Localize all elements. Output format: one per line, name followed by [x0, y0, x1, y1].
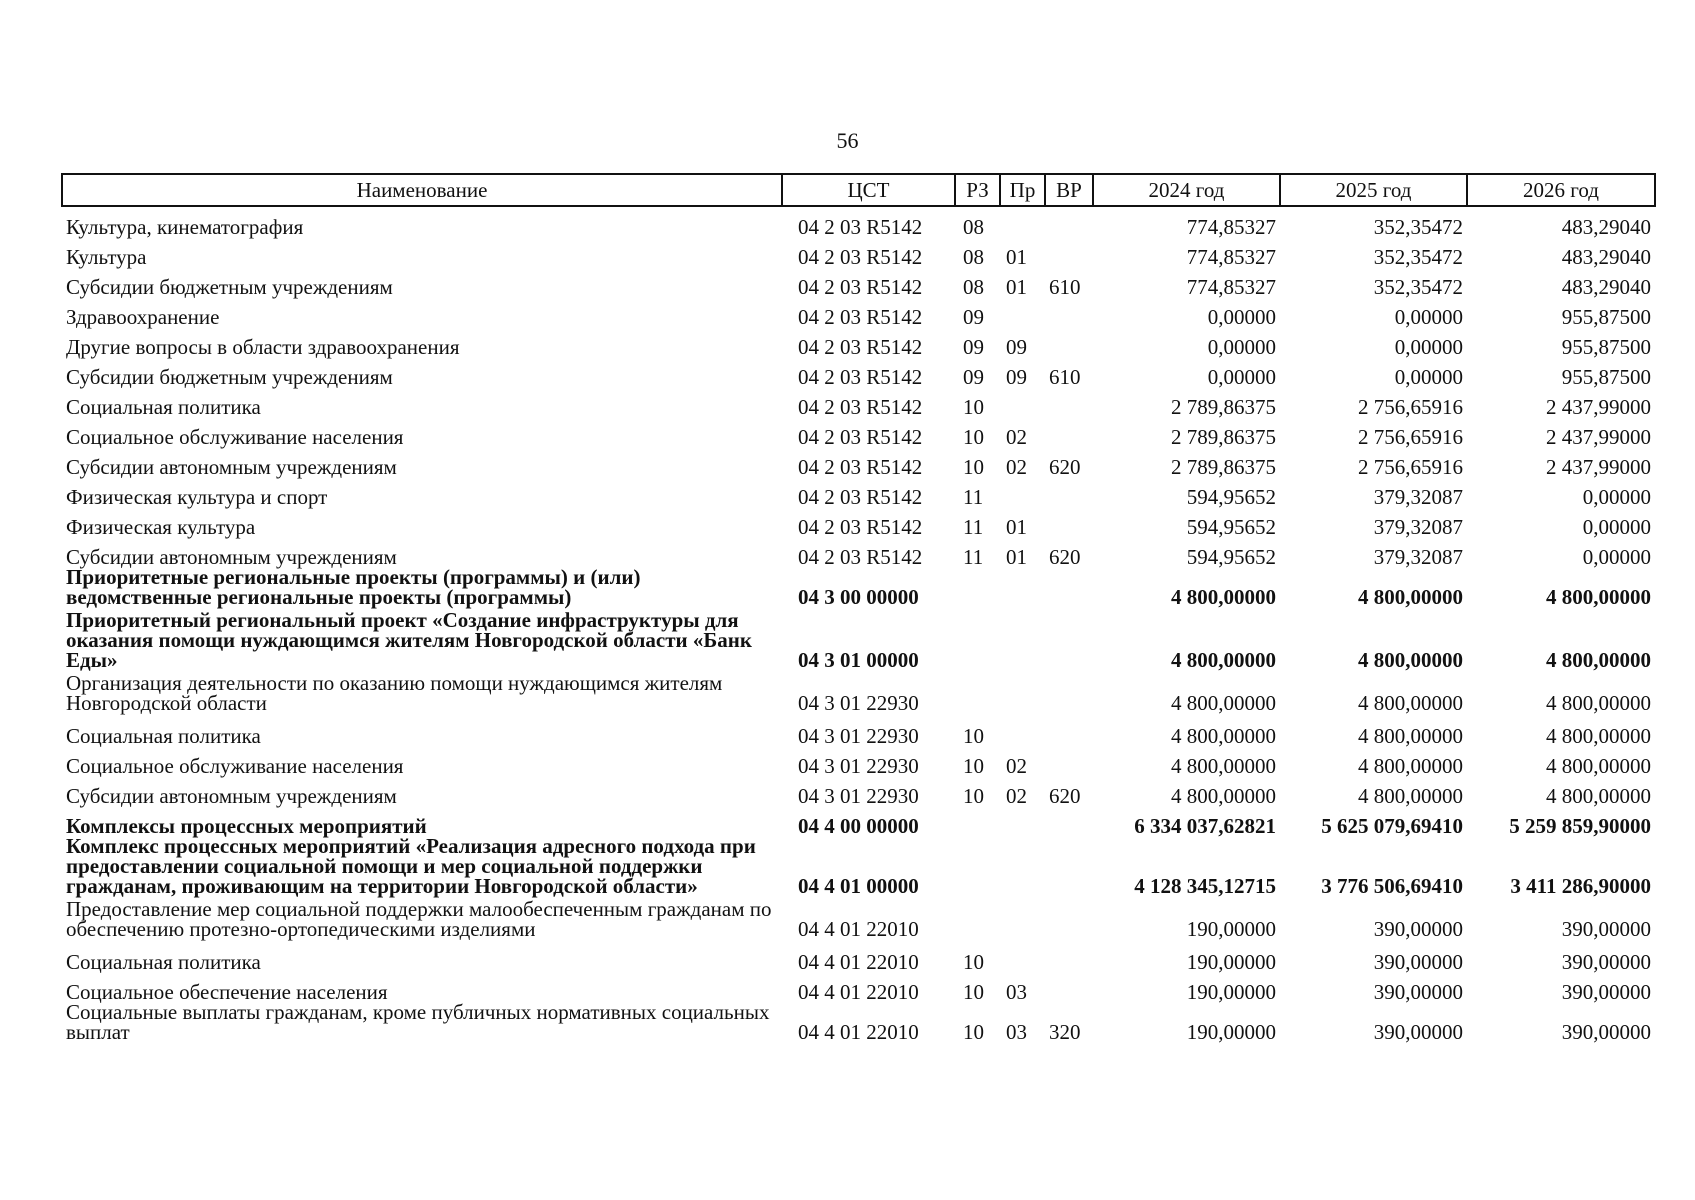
cell-vr [1045, 899, 1093, 942]
cell-name: Комплекс процессных мероприятий «Реализация адресного подхода при предоставлении социальной помощи и мер социальной поддержки гражданам, проживающим на территории Новгородской области» [66, 834, 756, 898]
cell-cst: 04 2 03 R5142 [798, 305, 923, 329]
cell-2025: 352,35472 [1373, 275, 1463, 299]
cell-vr: 620 [1049, 455, 1081, 479]
cell-2026: 2 437,99000 [1546, 395, 1651, 419]
cell-vr [1045, 836, 1093, 899]
cell-cst: 04 2 03 R5142 [798, 365, 923, 389]
cell-2026: 5 259 859,90000 [1509, 814, 1651, 838]
table-row [62, 327, 1655, 357]
cell-pr [1000, 387, 1045, 417]
table-row [62, 716, 1655, 746]
cell-2024: 6 334 037,62821 [1134, 814, 1276, 838]
cell-rz: 08 [963, 245, 984, 269]
cell-pr: 02 [1006, 455, 1027, 479]
cell-2026: 4 800,00000 [1546, 754, 1651, 778]
header-2025: 2025 год [1280, 174, 1467, 206]
cell-2025: 4 800,00000 [1358, 585, 1463, 609]
table-row [62, 567, 1655, 610]
cell-cst: 04 3 01 22930 [798, 724, 919, 748]
cell-vr [1045, 673, 1093, 716]
cell-2024: 2 789,86375 [1171, 425, 1276, 449]
cell-2025: 379,32087 [1373, 515, 1463, 539]
cell-2025: 5 625 079,69410 [1321, 814, 1463, 838]
cell-2026: 483,29040 [1561, 275, 1651, 299]
cell-2024: 774,85327 [1186, 215, 1276, 239]
cell-cst: 04 3 00 00000 [798, 585, 919, 609]
header-row [62, 174, 1655, 206]
table-row [62, 836, 1655, 899]
table-body [62, 206, 1655, 1045]
cell-rz [955, 836, 1000, 899]
cell-rz: 11 [963, 515, 984, 539]
table-row [62, 237, 1655, 267]
cell-2024: 4 800,00000 [1171, 691, 1276, 715]
cell-2026: 0,00000 [1582, 485, 1651, 509]
cell-cst: 04 2 03 R5142 [798, 245, 923, 269]
cell-2025: 379,32087 [1373, 545, 1463, 569]
table-row [62, 673, 1655, 716]
cell-name: Субсидии автономным учреждениям [66, 455, 397, 479]
cell-2025: 0,00000 [1394, 305, 1463, 329]
table-row [62, 477, 1655, 507]
cell-cst: 04 3 01 00000 [798, 648, 919, 672]
cell-2024: 0,00000 [1207, 305, 1276, 329]
cell-rz: 08 [963, 275, 984, 299]
cell-2026: 955,87500 [1561, 335, 1651, 359]
cell-pr [1000, 567, 1045, 610]
cell-rz [955, 806, 1000, 836]
cell-2025: 2 756,65916 [1358, 425, 1463, 449]
cell-vr [1045, 806, 1093, 836]
cell-cst: 04 3 01 22930 [798, 784, 919, 808]
page-number: 56 [836, 128, 859, 153]
cell-cst: 04 4 01 22010 [798, 950, 919, 974]
header-name: Наименование [62, 174, 782, 206]
cell-2026: 390,00000 [1561, 917, 1651, 941]
cell-2024: 2 789,86375 [1171, 455, 1276, 479]
cell-vr [1045, 387, 1093, 417]
cell-2025: 390,00000 [1373, 917, 1463, 941]
cell-pr [1000, 673, 1045, 716]
cell-name: Организация деятельности по оказанию помощи нуждающимся жителям Новгородской области [66, 671, 723, 715]
cell-rz: 10 [963, 1020, 984, 1044]
cell-name: Социальная политика [66, 724, 261, 748]
cell-cst: 04 2 03 R5142 [798, 275, 923, 299]
cell-pr: 02 [1006, 425, 1027, 449]
cell-cst: 04 4 01 22010 [798, 917, 919, 941]
cell-pr: 09 [1006, 335, 1027, 359]
table-row [62, 776, 1655, 806]
cell-rz: 11 [963, 545, 984, 569]
cell-pr [1000, 836, 1045, 899]
cell-vr [1045, 746, 1093, 776]
cell-2024: 594,95652 [1186, 515, 1276, 539]
cell-vr [1045, 716, 1093, 746]
cell-rz [955, 899, 1000, 942]
cell-pr: 09 [1006, 365, 1027, 389]
cell-2025: 379,32087 [1373, 485, 1463, 509]
cell-2024: 190,00000 [1186, 1020, 1276, 1044]
cell-2024: 4 128 345,12715 [1134, 874, 1276, 898]
cell-vr [1045, 237, 1093, 267]
cell-pr [1000, 942, 1045, 972]
cell-2024: 0,00000 [1207, 365, 1276, 389]
cell-name: Социальное обслуживание населения [66, 754, 404, 778]
cell-2026: 483,29040 [1561, 215, 1651, 239]
cell-2024: 0,00000 [1207, 335, 1276, 359]
header-pr: Пр [1000, 174, 1045, 206]
cell-name: Приоритетные региональные проекты (программы) и (или) ведомственные региональные проекты (программы) [66, 565, 641, 609]
cell-2024: 594,95652 [1186, 545, 1276, 569]
cell-name: Физическая культура и спорт [66, 485, 328, 509]
cell-2024: 190,00000 [1186, 950, 1276, 974]
cell-pr [1000, 806, 1045, 836]
cell-pr [1000, 477, 1045, 507]
cell-rz: 10 [963, 395, 984, 419]
cell-name: Комплексы процессных мероприятий [66, 814, 427, 838]
cell-2025: 3 776 506,69410 [1321, 874, 1463, 898]
cell-name: Культура, кинематография [66, 215, 304, 239]
cell-cst: 04 3 01 22930 [798, 691, 919, 715]
cell-name: Субсидии бюджетным учреждениям [66, 275, 393, 299]
cell-vr [1045, 610, 1093, 673]
cell-2025: 4 800,00000 [1358, 648, 1463, 672]
table-row [62, 1002, 1655, 1045]
cell-rz [955, 673, 1000, 716]
cell-vr [1045, 477, 1093, 507]
table-row [62, 267, 1655, 297]
cell-2025: 4 800,00000 [1358, 784, 1463, 808]
cell-2026: 390,00000 [1561, 980, 1651, 1004]
cell-2025: 390,00000 [1373, 1020, 1463, 1044]
cell-vr: 620 [1049, 545, 1081, 569]
cell-pr [1000, 206, 1045, 237]
cell-cst: 04 2 03 R5142 [798, 215, 923, 239]
cell-pr: 01 [1006, 245, 1027, 269]
cell-2024: 190,00000 [1186, 980, 1276, 1004]
cell-2025: 4 800,00000 [1358, 691, 1463, 715]
cell-rz: 10 [963, 455, 984, 479]
cell-2026: 0,00000 [1582, 515, 1651, 539]
cell-2025: 390,00000 [1373, 950, 1463, 974]
cell-rz: 10 [963, 784, 984, 808]
table-row [62, 357, 1655, 387]
cell-2026: 4 800,00000 [1546, 691, 1651, 715]
cell-cst: 04 4 01 22010 [798, 1020, 919, 1044]
cell-cst: 04 2 03 R5142 [798, 545, 923, 569]
cell-2026: 3 411 286,90000 [1510, 874, 1651, 898]
cell-2025: 2 756,65916 [1358, 395, 1463, 419]
cell-2026: 4 800,00000 [1546, 724, 1651, 748]
table-row [62, 507, 1655, 537]
table-row [62, 610, 1655, 673]
cell-2024: 4 800,00000 [1171, 754, 1276, 778]
cell-rz: 09 [963, 335, 984, 359]
cell-vr: 610 [1049, 365, 1081, 389]
cell-rz: 10 [963, 980, 984, 1004]
cell-2026: 2 437,99000 [1546, 425, 1651, 449]
cell-vr [1045, 507, 1093, 537]
cell-pr: 01 [1006, 515, 1027, 539]
cell-2024: 774,85327 [1186, 275, 1276, 299]
table-row [62, 387, 1655, 417]
cell-2025: 4 800,00000 [1358, 724, 1463, 748]
cell-rz [955, 567, 1000, 610]
table-row [62, 537, 1655, 567]
cell-vr [1045, 206, 1093, 237]
cell-name: Приоритетный региональный проект «Создание инфраструктуры для оказания помощи нуждающимся жителям Новгородской области «Банк Еды» [66, 608, 752, 672]
cell-pr [1000, 899, 1045, 942]
table-row [62, 746, 1655, 776]
cell-2024: 4 800,00000 [1171, 648, 1276, 672]
budget-table [61, 173, 1656, 1045]
header-vr: ВР [1045, 174, 1093, 206]
cell-rz: 10 [963, 724, 984, 748]
header-2024: 2024 год [1093, 174, 1280, 206]
cell-2026: 4 800,00000 [1546, 648, 1651, 672]
cell-2024: 594,95652 [1186, 485, 1276, 509]
cell-cst: 04 2 03 R5142 [798, 395, 923, 419]
cell-2026: 955,87500 [1561, 305, 1651, 329]
cell-pr [1000, 297, 1045, 327]
cell-vr: 610 [1049, 275, 1081, 299]
cell-rz: 09 [963, 305, 984, 329]
cell-vr [1045, 417, 1093, 447]
cell-2026: 0,00000 [1582, 545, 1651, 569]
cell-rz: 08 [963, 215, 984, 239]
cell-pr [1000, 610, 1045, 673]
table-row [62, 972, 1655, 1002]
cell-vr [1045, 567, 1093, 610]
cell-rz: 11 [963, 485, 984, 509]
cell-pr: 01 [1006, 545, 1027, 569]
cell-pr: 02 [1006, 784, 1027, 808]
cell-2026: 955,87500 [1561, 365, 1651, 389]
table-row [62, 447, 1655, 477]
cell-2025: 0,00000 [1394, 335, 1463, 359]
table-row [62, 206, 1655, 237]
cell-name: Культура [66, 245, 147, 269]
header-rz: РЗ [955, 174, 1000, 206]
cell-2025: 352,35472 [1373, 245, 1463, 269]
header-cst: ЦСТ [782, 174, 955, 206]
cell-name: Физическая культура [66, 515, 256, 539]
cell-vr: 620 [1049, 784, 1081, 808]
cell-name: Здравоохранение [66, 305, 220, 329]
cell-pr: 03 [1006, 1020, 1027, 1044]
cell-pr: 02 [1006, 754, 1027, 778]
table-row [62, 899, 1655, 942]
cell-vr [1045, 942, 1093, 972]
cell-2024: 4 800,00000 [1171, 784, 1276, 808]
cell-pr: 03 [1006, 980, 1027, 1004]
cell-rz: 10 [963, 754, 984, 778]
cell-vr [1045, 327, 1093, 357]
cell-2025: 352,35472 [1373, 215, 1463, 239]
cell-name: Социальная политика [66, 395, 261, 419]
cell-2026: 483,29040 [1561, 245, 1651, 269]
cell-cst: 04 3 01 22930 [798, 754, 919, 778]
cell-name: Предоставление мер социальной поддержки малообеспеченным гражданам по обеспечению протезно-ортопедическими изделиями [66, 897, 772, 941]
cell-name: Социальное обеспечение населения [66, 980, 388, 1004]
cell-rz: 09 [963, 365, 984, 389]
cell-cst: 04 4 01 00000 [798, 874, 919, 898]
cell-2025: 390,00000 [1373, 980, 1463, 1004]
cell-2026: 4 800,00000 [1546, 585, 1651, 609]
cell-2026: 4 800,00000 [1546, 784, 1651, 808]
cell-2024: 2 789,86375 [1171, 395, 1276, 419]
cell-vr: 320 [1049, 1020, 1081, 1044]
cell-name: Социальная политика [66, 950, 261, 974]
cell-2024: 190,00000 [1186, 917, 1276, 941]
cell-cst: 04 2 03 R5142 [798, 485, 923, 509]
cell-cst: 04 4 01 22010 [798, 980, 919, 1004]
cell-2025: 4 800,00000 [1358, 754, 1463, 778]
cell-cst: 04 2 03 R5142 [798, 425, 923, 449]
table-header [62, 174, 1655, 206]
cell-name: Субсидии бюджетным учреждениям [66, 365, 393, 389]
cell-2026: 390,00000 [1561, 1020, 1651, 1044]
cell-2025: 2 756,65916 [1358, 455, 1463, 479]
cell-rz: 10 [963, 950, 984, 974]
cell-2024: 774,85327 [1186, 245, 1276, 269]
cell-cst: 04 2 03 R5142 [798, 455, 923, 479]
cell-pr [1000, 716, 1045, 746]
cell-cst: 04 4 00 00000 [798, 814, 919, 838]
cell-2026: 390,00000 [1561, 950, 1651, 974]
cell-2024: 4 800,00000 [1171, 724, 1276, 748]
cell-name: Субсидии автономным учреждениям [66, 784, 397, 808]
cell-name: Социальное обслуживание населения [66, 425, 404, 449]
cell-2026: 2 437,99000 [1546, 455, 1651, 479]
cell-name: Субсидии автономным учреждениям [66, 545, 397, 569]
cell-rz: 10 [963, 425, 984, 449]
table-row [62, 417, 1655, 447]
table-row [62, 806, 1655, 836]
header-2026: 2026 год [1467, 174, 1655, 206]
cell-name: Социальные выплаты гражданам, кроме публичных нормативных социальных выплат [66, 1000, 770, 1044]
cell-rz [955, 610, 1000, 673]
cell-2024: 4 800,00000 [1171, 585, 1276, 609]
table-row [62, 942, 1655, 972]
cell-2025: 0,00000 [1394, 365, 1463, 389]
cell-vr [1045, 297, 1093, 327]
table-row [62, 297, 1655, 327]
cell-pr: 01 [1006, 275, 1027, 299]
cell-name: Другие вопросы в области здравоохранения [66, 335, 460, 359]
cell-cst: 04 2 03 R5142 [798, 515, 923, 539]
cell-vr [1045, 972, 1093, 1002]
cell-cst: 04 2 03 R5142 [798, 335, 923, 359]
